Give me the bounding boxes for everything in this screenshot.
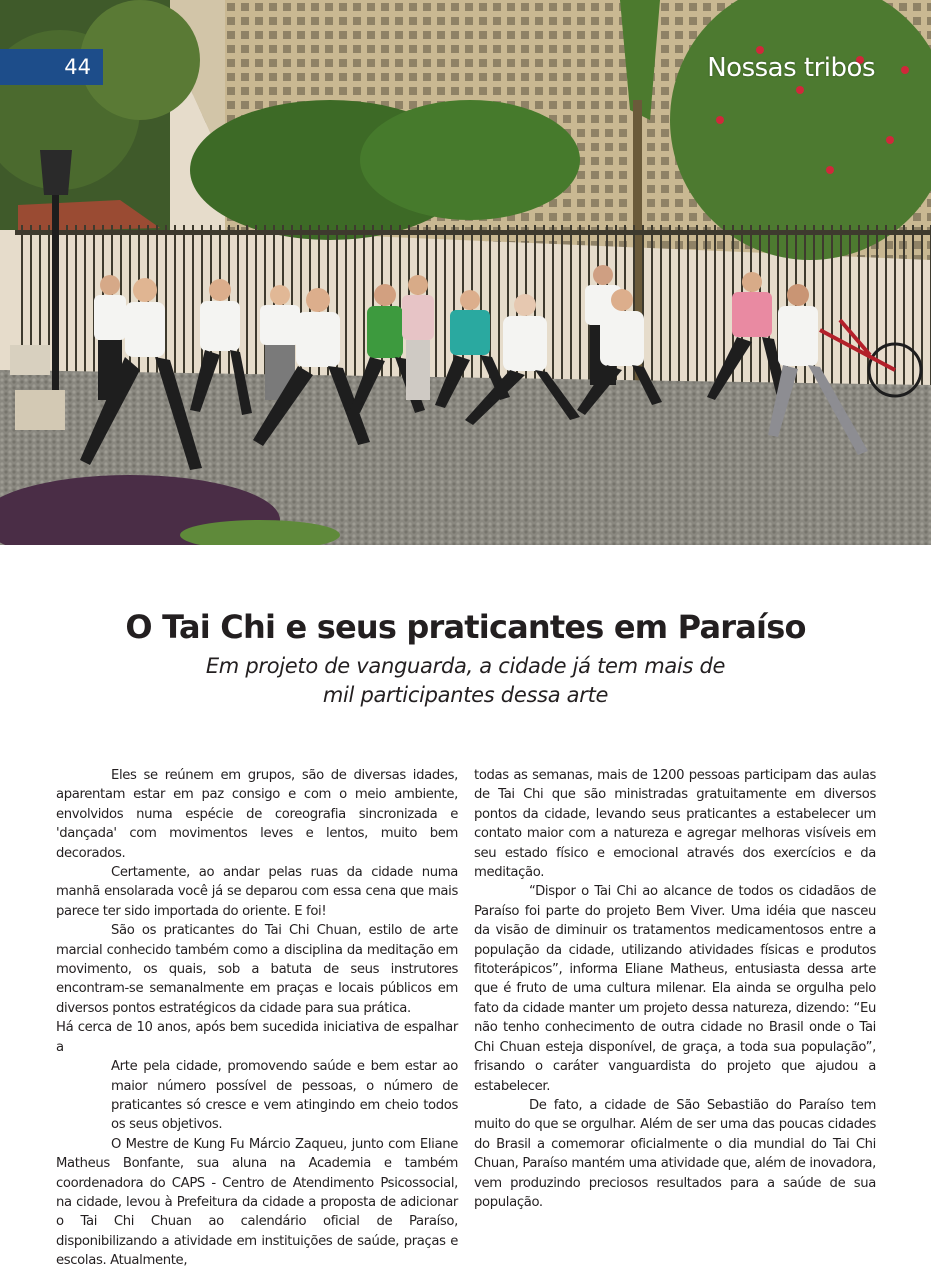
paragraph: São os praticantes do Tai Chi Chuan, estilo de arte marcial conhecido também como a disciplina da meditação em movimento, os quais, sob a batuta de seus instrutores encontram-se semanalmente em praças e locais públicos em diversos pontos estratégicos da cidade para sua prática. — [56, 923, 458, 1016]
page-number: 44 — [0, 49, 103, 85]
hero-photo — [0, 0, 931, 545]
left-column — [56, 766, 458, 1271]
paragraph-first-line: Há cerca de 10 anos, após bem sucedida iniciativa de espalhar a — [56, 1020, 458, 1055]
paragraph: “Dispor o Tai Chi ao alcance de todos os cidadãos de Paraíso foi parte do projeto Bem Viver. Uma idéia que nasceu da visão de diminuir os tratamentos medicamentosos entre a população da cidade, utilizando atividades físicas e produtos fitoterápicos”, informa Eliane Matheus, entusiasta dessa arte que é fruto de uma cultura milenar. Ela ainda se orgulha pelo fato da cidade manter um projeto dessa natureza, dizendo: “Eu não tenho conhecimento de outra cidade no Brasil onde o Tai Chi Chuan esteja disponível, de graça, a toda sua população”, frisando o caráter vanguardista do projeto que ajudou a estabelecer. — [474, 884, 876, 1094]
paragraph-continuation: Arte pela cidade, promovendo saúde e bem estar ao maior número possível de pessoas, o número de praticantes só cresce e vem atingindo em cheio todos os seus objetivos. — [111, 1059, 458, 1133]
paragraph: Certamente, ao andar pelas ruas da cidade numa manhã ensolarada você já se deparou com essa cena que mais parece ter sido importada do oriente. E foi! — [56, 865, 458, 919]
subtitle-line-1: Em projeto de vanguarda, a cidade já tem mais de — [205, 654, 726, 678]
paragraph: Eles se reúnem em grupos, são de diversas idades, aparentam estar em paz consigo e com o meio ambiente, envolvidos numa espécie de coreografia sincronizada e 'dançada' com movimentos leves e lentos, muito bem decorados. — [56, 768, 458, 861]
paragraph: De fato, a cidade de São Sebastião do Paraíso tem muito do que se orgulhar. Além de ser uma das poucas cidades do Brasil a comemorar oficialmente o dia mundial do Tai Chi Chuan, Paraíso mantém uma atividade que, além de inovadora, vem produzindo preciosos resultados para a saúde de sua população. — [474, 1097, 876, 1210]
section-title: Nossas tribos — [707, 53, 875, 83]
subtitle-line-2: mil participantes dessa arte — [322, 683, 609, 707]
paragraph-continued: todas as semanas, mais de 1200 pessoas participam das aulas de Tai Chi que são ministradas gratuitamente em diversos pontos da cidade, levando seus praticantes a estabelecer um contato maior com a natureza e agregar melhoras visíveis em seu estado físico e emocional através dos exercícios e da meditação. — [474, 768, 876, 881]
article-subtitle — [0, 652, 931, 710]
paragraph: O Mestre de Kung Fu Márcio Zaqueu, junto com Eliane Matheus Bonfante, sua aluna na Academia e também coordenadora do CAPS - Centro de Atendimento Psicossocial, na cidade, levou à Prefeitura da cidade a proposta de adicionar o Tai Chi Chuan ao calendário oficial de Paraíso, disponibilizando a atividade em instituições de saúde, praças e escolas. Atualmente, — [56, 1136, 458, 1269]
article-title: O Tai Chi e seus praticantes em Paraíso — [125, 608, 806, 646]
right-column — [474, 766, 876, 1212]
paragraph-hanging — [56, 1018, 458, 1134]
